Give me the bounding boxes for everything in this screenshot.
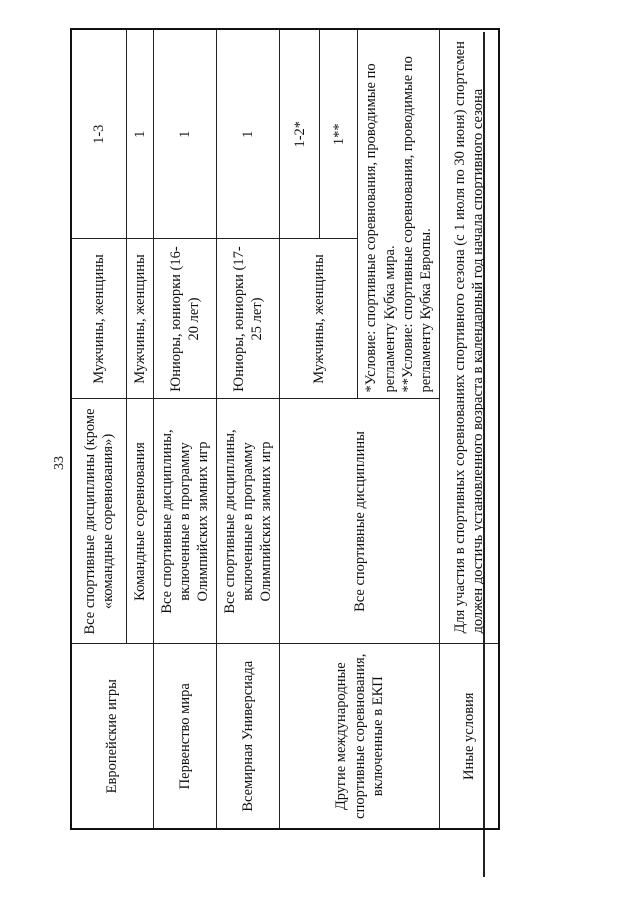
group-cell: Мужчины, женщины	[126, 239, 153, 399]
rotated-page-region	[70, 30, 490, 830]
discipline-cell: Все спортивные дисциплины, включенные в программу Олимпийских зимних игр	[153, 399, 216, 644]
discipline-cell: Командные соревнования	[126, 399, 153, 644]
competition-cell: Другие международные спортивные соревнования, включенные в ЕКП	[280, 644, 440, 829]
discipline-cell: Все спортивные дисциплины	[280, 399, 440, 644]
group-cell: Мужчины, женщины	[71, 239, 126, 399]
condition-text: *Условие: спортивные соревнования, проводимые по регламенту Кубка мира.	[363, 63, 398, 393]
competition-cell: Первенство мира	[153, 644, 216, 829]
table-stage	[70, 30, 490, 830]
conditions-cell	[358, 29, 440, 399]
competition-cell: Европейские игры	[71, 644, 153, 829]
discipline-cell: Все спортивные дисциплины, включенные в программу Олимпийских зимних игр	[217, 399, 280, 644]
table-row	[153, 29, 216, 829]
discipline-cell: Все спортивные дисциплины (кроме «командные соревнования»)	[71, 399, 126, 644]
places-cell: 1	[153, 29, 216, 239]
table-row	[439, 29, 499, 829]
table-row	[217, 29, 280, 829]
places-cell: 1	[217, 29, 280, 239]
group-cell: Юниоры, юниорки (17-25 лет)	[217, 239, 280, 399]
places-cell: 1-3	[71, 29, 126, 239]
group-cell: Юниоры, юниорки (16-20 лет)	[153, 239, 216, 399]
places-cell: 1**	[320, 29, 358, 239]
page-number: 33	[52, 456, 67, 470]
competition-cell: Всемирная Универсиада	[217, 644, 280, 829]
condition-text: **Условие: спортивные соревнования, проводимые по регламенту Кубка Европы.	[399, 56, 434, 393]
other-conditions-label: Иные условия	[439, 644, 499, 829]
table-row	[71, 29, 126, 829]
places-cell: 1	[126, 29, 153, 239]
requirements-table	[70, 28, 500, 830]
other-conditions-text: Для участия в спортивных соревнованиях спортивного сезона (с 1 июля по 30 июня) спортсмен должен достичь установленного возраста в календарный год начала спортивного сезона	[439, 29, 499, 644]
places-cell: 1-2*	[280, 29, 320, 239]
group-cell: Мужчины, женщины	[280, 239, 358, 399]
table-row	[280, 29, 320, 829]
